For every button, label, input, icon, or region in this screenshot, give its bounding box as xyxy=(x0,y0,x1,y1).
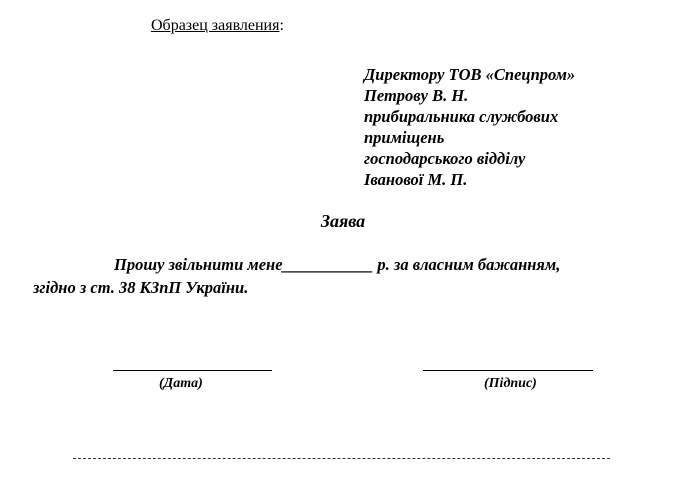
addressee-line: Іванової М. П. xyxy=(364,170,468,189)
signature-caption: (Підпис) xyxy=(484,376,537,391)
addressee-line: господарського відділу xyxy=(364,149,526,168)
sample-heading xyxy=(151,17,284,35)
request-text-line-1: Прошу звільнити мене___________ р. за власним бажанням, xyxy=(114,255,561,274)
document-title: Заява xyxy=(320,211,366,231)
addressee-line: приміщень xyxy=(364,128,445,147)
date-caption: (Дата) xyxy=(159,376,203,391)
sample-heading-text: Образец заявления xyxy=(151,17,280,34)
addressee-block xyxy=(364,64,575,190)
request-text-line-2: згідно з ст. 38 КЗпП України. xyxy=(33,278,249,297)
addressee-line: Петрову В. Н. xyxy=(364,86,469,105)
addressee-line: прибиральника службових xyxy=(364,107,559,126)
signature-line xyxy=(423,370,593,371)
sample-heading-colon: : xyxy=(279,17,284,34)
cut-line-divider xyxy=(73,458,610,459)
date-signature-line xyxy=(113,370,272,371)
addressee-line: Директору ТОВ «Спецпром» xyxy=(364,65,576,84)
